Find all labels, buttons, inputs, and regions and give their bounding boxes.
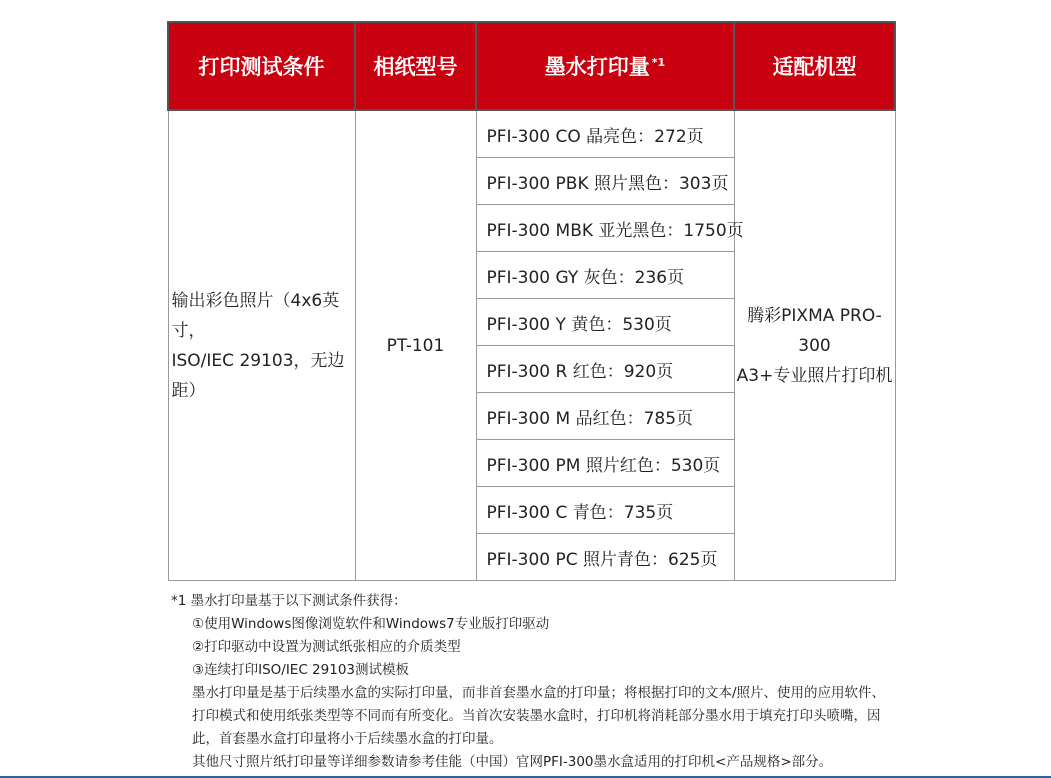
test-condition-line-2: ISO/IEC 29103，无边距）	[171, 350, 345, 401]
ink-yield-cell: PFI-300 PM 照片红色：530页	[476, 440, 734, 487]
header-test-condition: 打印测试条件	[168, 22, 355, 110]
footnote-title: *1 墨水打印量基于以下测试条件获得：	[171, 593, 407, 609]
test-condition-line-1: 输出彩色照片（4x6英寸，	[171, 290, 340, 341]
printer-line-2: A3+专业照片打印机	[736, 365, 893, 386]
spec-table	[167, 21, 896, 581]
header-ink-yield-label: 墨水打印量	[544, 55, 650, 79]
ink-yield-cell: PFI-300 PC 照片青色：625页	[476, 534, 734, 581]
ink-yield-cell: PFI-300 PBK 照片黑色：303页	[476, 158, 734, 205]
ink-yield-cell: PFI-300 Y 黄色：530页	[476, 299, 734, 346]
header-ink-yield	[476, 22, 734, 110]
ink-yield-cell: PFI-300 R 红色：920页	[476, 346, 734, 393]
paper-model-cell: PT-101	[355, 110, 476, 581]
ink-yield-cell: PFI-300 M 品红色：785页	[476, 393, 734, 440]
footnote-paragraph: 墨水打印量是基于后续墨水盒的实际打印量，而非首套墨水盒的打印量；将根据打印的文本/照片、使用的应用软件、打印模式和使用纸张类型等不同而有所变化。当首次安装墨水盒时，打印机将消耗部分墨水用于填充打印头喷嘴，因此，首套墨水盒打印量将小于后续墨水盒的打印量。	[192, 685, 886, 747]
header-paper-model: 相纸型号	[355, 22, 476, 110]
ink-yield-cell: PFI-300 C 青色：735页	[476, 487, 734, 534]
footnote-condition-1: ①使用Windows图像浏览软件和Windows7专业版打印驱动	[192, 616, 550, 632]
footnote-final-line: 其他尺寸照片纸打印量等详细参数请参考佳能（中国）官网PFI-300墨水盒适用的打印机<产品规格>部分。	[192, 754, 833, 770]
footnote-condition-3: ③连续打印ISO/IEC 29103测试模板	[192, 662, 410, 678]
footnote-mark: *1	[651, 56, 666, 69]
footnotes	[171, 590, 891, 774]
ink-yield-cell: PFI-300 CO 晶亮色：272页	[476, 110, 734, 158]
header-row	[168, 22, 895, 110]
ink-yield-cell: PFI-300 MBK 亚光黑色：1750页	[476, 205, 734, 252]
header-compatible-model: 适配机型	[734, 22, 895, 110]
footnote-condition-2: ②打印驱动中设置为测试纸张相应的介质类型	[192, 639, 461, 655]
compatible-model-cell	[734, 110, 895, 581]
table-row	[168, 110, 895, 158]
ink-yield-cell: PFI-300 GY 灰色：236页	[476, 252, 734, 299]
test-condition-cell	[168, 110, 355, 581]
printer-line-1: 腾彩PIXMA PRO-300	[747, 305, 882, 356]
